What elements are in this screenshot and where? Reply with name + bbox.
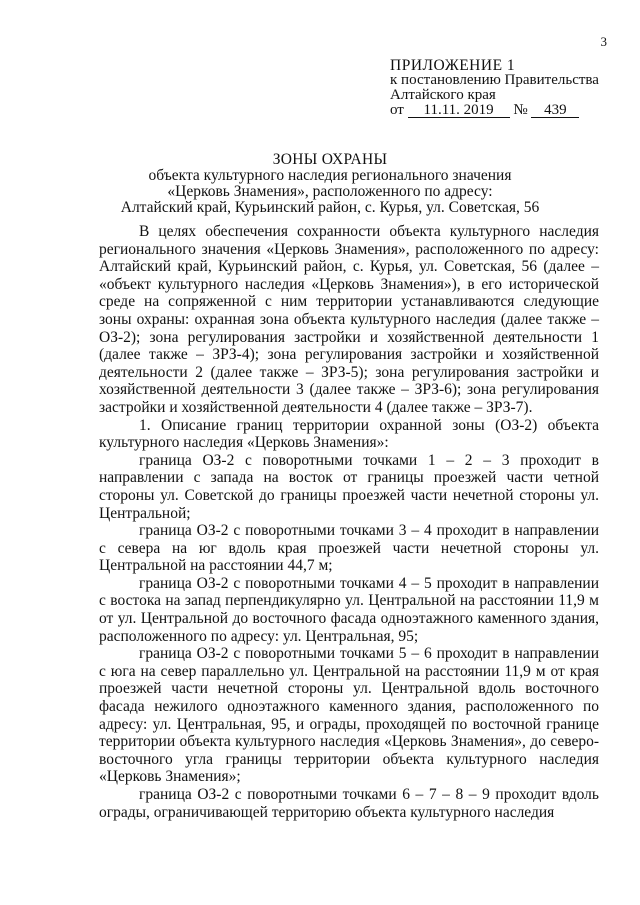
appendix-block [390, 58, 620, 118]
heading-line-2: «Церковь Знамения», расположенного по адресу: [167, 183, 493, 200]
number-prefix: № [513, 102, 528, 118]
appendix-line-2: Алтайского края [390, 87, 496, 103]
document-heading [60, 152, 600, 216]
appendix-date-line [390, 103, 620, 118]
heading-title: ЗОНЫ ОХРАНЫ [272, 151, 388, 168]
paragraph: 1. Описание границ территории охранной зоны (ОЗ-2) объекта культурного наследия «Церковь Знамения»: [99, 416, 599, 452]
paragraph: граница ОЗ-2 с поворотными точками 1 – 2 – 3 проходит в направлении с запада на восток от границы проезжей части четной стороны ул. Советской до границы проезжей части нечетной стороны ул. Центральной; [99, 451, 599, 522]
date-value: 11.11. 2019 [408, 103, 510, 118]
page-number: 3 [600, 34, 607, 49]
heading-line-3: Алтайский край, Курьинский район, с. Курья, ул. Советская, 56 [120, 199, 540, 216]
paragraph: граница ОЗ-2 с поворотными точками 4 – 5 проходит в направлении с востока на запад перпендикулярно ул. Центральной на расстоянии 11,9 м от ул. Центральной до восточного фасада одноэтажного каменного здания, расположенного по адресу: ул. Центральная, 95; [99, 574, 599, 645]
paragraph: граница ОЗ-2 с поворотными точками 5 – 6 проходит в направлении с юга на север параллельно ул. Центральной на расстоянии 11,9 м от края проезжей части нечетной стороны ул. Центральной вдоль восточного фасада нежилого одноэтажного каменного здания, расположенного по адресу: ул. Центральная, 95, и ограды, проходящей по восточной границе территории объекта культурного наследия «Церковь Знамения», до северо-восточного угла границы территории объекта культурного наследия «Церковь Знамения»; [99, 645, 599, 786]
appendix-line-1: к постановлению Правительства [390, 72, 599, 88]
heading-line-1: объекта культурного наследия регионального значения [148, 167, 512, 184]
appendix-title: ПРИЛОЖЕНИЕ 1 [390, 57, 516, 74]
paragraph: граница ОЗ-2 с поворотными точками 3 – 4 проходит в направлении с севера на юг вдоль края проезжей части нечетной стороны ул. Центральной на расстоянии 44,7 м; [99, 522, 599, 575]
date-prefix: от [390, 102, 404, 118]
paragraph: В целях обеспечения сохранности объекта культурного наследия регионального значения «Церковь Знамения», расположенного по адресу: Алтайский край, Курьинский район, с. Курья, ул. Советская, 56 (далее – «объект культурного наследия «Церковь Знамения»), в его исторической среде на сопряженной с ним территории устанавливаются следующие зоны охраны: охранная зона объекта культурного наследия (далее также – ОЗ-2); зона регулирования застройки и хозяйственной деятельности 1 (далее также – ЗРЗ-4); зона регулирования застройки и хозяйственной деятельности 2 (далее также – ЗРЗ-5); зона регулирования застройки и хозяйственной деятельности 3 (далее также – ЗРЗ-6); зона регулирования застройки и хозяйственной деятельности 4 (далее также – ЗРЗ-7). [99, 223, 599, 416]
paragraph: граница ОЗ-2 с поворотными точками 6 – 7 – 8 – 9 проходит вдоль ограды, ограничивающей территорию объекта культурного наследия [99, 786, 599, 821]
number-value: 439 [531, 103, 579, 118]
body-text [99, 223, 599, 821]
